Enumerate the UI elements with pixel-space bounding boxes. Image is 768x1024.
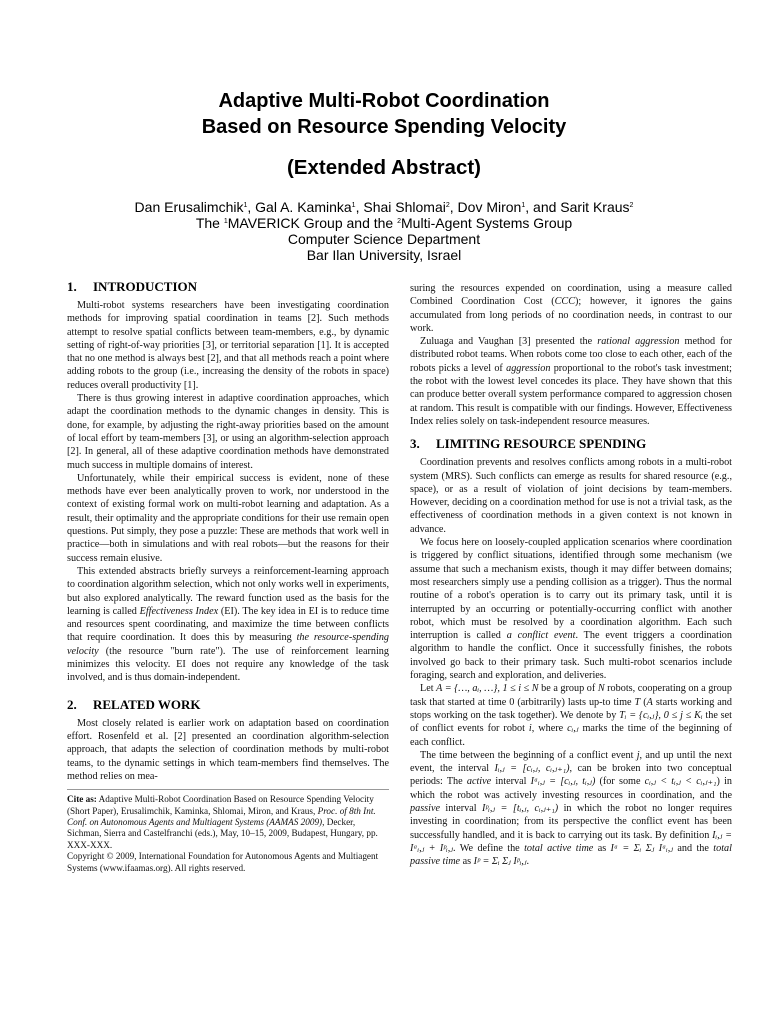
author-list: Dan Erusalimchik$^1$, Gal A. Kaminka$^1$, Shai Shlomai$^2$, Dov Miron$^1$, and Sarit Kraus$^2$: [134, 199, 634, 215]
section-heading-introduction: 1. INTRODUCTION: [67, 279, 198, 294]
right-column: [410, 282, 732, 868]
author-name: Gal A. Kaminka: [255, 199, 352, 215]
affiliation-mark: 2: [629, 202, 634, 209]
author-name: Shai Shlomai: [363, 199, 446, 215]
paragraph: We focus here on loosely-coupled application scenarios where coordination is triggered by conflict situations, identified through some mechanism (we assume that such a mechanism exists, though it may differ between domains; most researchers simply use a pending collision as a trigger). Thus the normal routine of a robot's operation is to carry out its primary task, until it is interrupted by an occurring or potentially-occurring conflict with another robot, which must be resolved by a coordination algorithm. Each such interruption is called a conflict event. The event triggers a coordination algorithm to handle the conflict. Once it successfully finishes, the robots involved go back to their primary task. Such multi-robot scenarios include foraging, search and exploration, and deliveries.: [410, 537, 732, 682]
math-inline: Tᵢ = {cᵢ,ⱼ}, 0 ≤ j ≤ Kᵢ: [619, 709, 703, 721]
citation-divider: [67, 789, 389, 790]
affiliation-department: Computer Science Department: [287, 231, 481, 247]
paper-title-line-1: Adaptive Multi-Robot Coordination: [218, 90, 550, 112]
paragraph: The time between the beginning of a conflict event j, and up until the next event, the interval Iᵢ,ⱼ = [cᵢ,ⱼ, cᵢ,ⱼ₊₁), can be broken into two conceptual periods: The active interval Iᵃᵢ,ⱼ = [cᵢ,ⱼ, tᵢ,ⱼ) (for some cᵢ,ⱼ < tᵢ,ⱼ < cᵢ,ⱼ₊₁) in which the robot was actively investing resources in coordination, and the passive interval Iᵖᵢ,ⱼ = [tᵢ,ⱼ, cᵢ,ⱼ₊₁) in which the robot no longer requires investing in coordination; from its perspective the conflict event has been successfully handled, and it is back to carrying out its task. By definition Iᵢ,ⱼ = Iᵃᵢ,ⱼ + Iᵖᵢ,ⱼ. We define the total active time as Iᵃ = Σᵢ Σⱼ Iᵃᵢ,ⱼ and the total passive time as Iᵖ = Σᵢ Σⱼ Iᵖᵢ,ⱼ.: [410, 749, 733, 868]
math-inline: Iᵃ = Σᵢ Σⱼ Iᵃᵢ,ⱼ: [610, 842, 674, 854]
affiliation-groups: The $^1$MAVERICK Group and the $^2$Multi-Agent Systems Group: [195, 215, 573, 231]
affiliation-mark: 1: [351, 202, 356, 209]
math-inline: cᵢ,ⱼ < tᵢ,ⱼ < cᵢ,ⱼ₊₁: [644, 776, 717, 788]
affiliation-mark: 1: [243, 202, 248, 209]
paragraph: Zuluaga and Vaughan [3] presented the rational aggression method for distributed robot teams. When robots come too close to each other, each of the robots picks a level of aggression proportional to the robot's task investment; the robot with the lowest level concedes its place. They have shown that this can produce better overall system performance compared to aggression chosen at random. This result is compatible with our findings. However, Effectiveness Index relies solely on task-independent resource measures.: [410, 336, 733, 427]
math-inline: Iᵖ = Σᵢ Σⱼ Iᵖᵢ,ⱼ: [473, 856, 527, 868]
math-inline: N: [597, 683, 605, 695]
citation-box: Cite as: Adaptive Multi-Robot Coordination Based on Resource Spending Velocity (Short Paper), Erusalimchik, Kaminka, Shlomai, Miron, and Kraus, Proc. of 8th Int. Conf. on Autonomous Agents and Multiagent Systems (AAMAS 2009), Decker, Sichman, Sierra and Castelfranchi (eds.), May, 10–15, 2009, Budapest, Hungary, pp. XXX-XXX. Copyright © 2009, International Foundation for Autonomous Agents and Multiagent Systems (www.ifaamas.org). All rights reserved.: [67, 794, 379, 873]
section-heading-related-work: 2. RELATED WORK: [67, 696, 201, 712]
affiliation-mark: 2: [445, 202, 450, 209]
author-name: Dov Miron: [457, 199, 522, 215]
section-heading-limiting-resource-spending: 3. LIMITING RESOURCE SPENDING: [410, 436, 647, 452]
math-inline: cᵢ,ⱼ: [567, 723, 579, 735]
math-inline: Iᵢ,ⱼ = [cᵢ,ⱼ, cᵢ,ⱼ₊₁): [494, 763, 570, 775]
paragraph: Let A = {…, aᵢ, …}, 1 ≤ i ≤ N be a group of N robots, cooperating on a group task that started at time 0 (arbitrarily) lasts up-to time T (A starts working and stops working on the task together). We denote by Tᵢ = {cᵢ,ⱼ}, 0 ≤ j ≤ Kᵢ the set of conflict events for robot i, where cᵢ,ⱼ marks the time of the beginning of each conflict.: [410, 683, 732, 748]
paper-subtitle: (Extended Abstract): [286, 156, 482, 179]
math-inline: T: [634, 696, 641, 708]
author-name: Sarit Kraus: [560, 199, 630, 215]
paragraph: suring the resources expended on coordination, using a measure called Combined Coordination Cost (CCC); however, it ignores the gains accumulated from long periods of no coordination needs, in contrast to our work.: [410, 283, 732, 334]
paragraph: Multi-robot systems researchers have been investigating coordination methods for improving spatial coordination in teams [2]. Such methods attempt to resolve spatial conflicts between team-members, e.g., by dynamic setting of right-of-way priorities [3], or territorial separation [1]. It is accepted that no one method is always best [2], and that all methods reach a point where adding robots to the group (i.e., increasing the density of the robots in space) reduces overall productivity [1].: [67, 300, 389, 391]
affiliation-university: Bar Ilan University, Israel: [306, 247, 462, 263]
paper-title-line-2: Based on Resource Spending Velocity: [201, 116, 567, 138]
copyright-notice: Copyright © 2009, International Foundation for Autonomous Agents and Multiagent Systems (www.ifaamas.org). All rights reserved.: [67, 851, 379, 873]
math-inline: Iᵃᵢ,ⱼ = [cᵢ,ⱼ, tᵢ,ⱼ): [530, 776, 596, 788]
paragraph: This extended abstracts briefly surveys a reinforcement-learning approach to coordination algorithm selection, which not only works well in experiments, but also explored analytically. The reward function used as the basis for the learning is called Effectiveness Index (EI). The key idea in EI is to reduce time and resources spent coordinating, and maximize the time between conflicts that require coordination. It does this by measuring the resource-spending velocity (the resource "burn rate"). The use of reinforcement learning minimizes this velocity. EI does not require any knowledge of the task involved, and is thus domain-independent.: [67, 565, 390, 684]
left-column: [67, 279, 389, 874]
paragraph: Most closely related is earlier work on adaptation based on coordination effort. Rosenfeld et al. [2] presented an coordination algorithm-selection approach, that adapts the selection of coordination methods by multi-robot teams, to the dynamic settings in which team-members find themselves. The method relies on mea-: [67, 717, 389, 782]
affiliation-mark: 1: [521, 202, 526, 209]
author-name: Dan Erusalimchik: [134, 199, 244, 215]
math-inline: A: [646, 696, 653, 708]
math-inline: A = {…, aᵢ, …}, 1 ≤ i ≤ N: [436, 683, 539, 695]
math-inline: i: [528, 723, 532, 735]
math-inline: Iᵢ,ⱼ = Iᵃᵢ,ⱼ + Iᵖᵢ,ⱼ: [410, 829, 732, 854]
math-inline: Iᵖᵢ,ⱼ = [tᵢ,ⱼ, cᵢ,ⱼ₊₁): [481, 802, 559, 814]
paragraph: Coordination prevents and resolves conflicts among robots in a multi-robot system (MRS). Such conflicts can emerge as results for shared resource (e.g., space), or as a result of violation of joint decisions by team-members. However, deciding on a coordination method for use is not a trivial task, as the effectiveness of coordination methods in a given context is not known in advance.: [410, 457, 732, 535]
paragraph: There is thus growing interest in adaptive coordination approaches, which adapt the coordination methods to the dynamic changes in density. This is done, for example, by adjusting the right-away priorities based on the amount of local effort by team-members [3], or using an algorithm-selection approach [2]. In general, all of these adaptive coordination methods have demonstrated much success in multiple domains of interest.: [67, 393, 389, 471]
paragraph: Unfortunately, while their empirical success is evident, none of these methods have ever been analytically proven to work, nor understood in the context of existing formal work on multi-robot learning and adaptation. As a result, their optimality and the appropriate conditions for their use remain open questions. Put simply, they pose a puzzle: These are methods that work well in practice—both in simulations and with real robots—but the reasons for their success remain elusive.: [67, 472, 389, 564]
math-inline: j: [636, 749, 640, 761]
